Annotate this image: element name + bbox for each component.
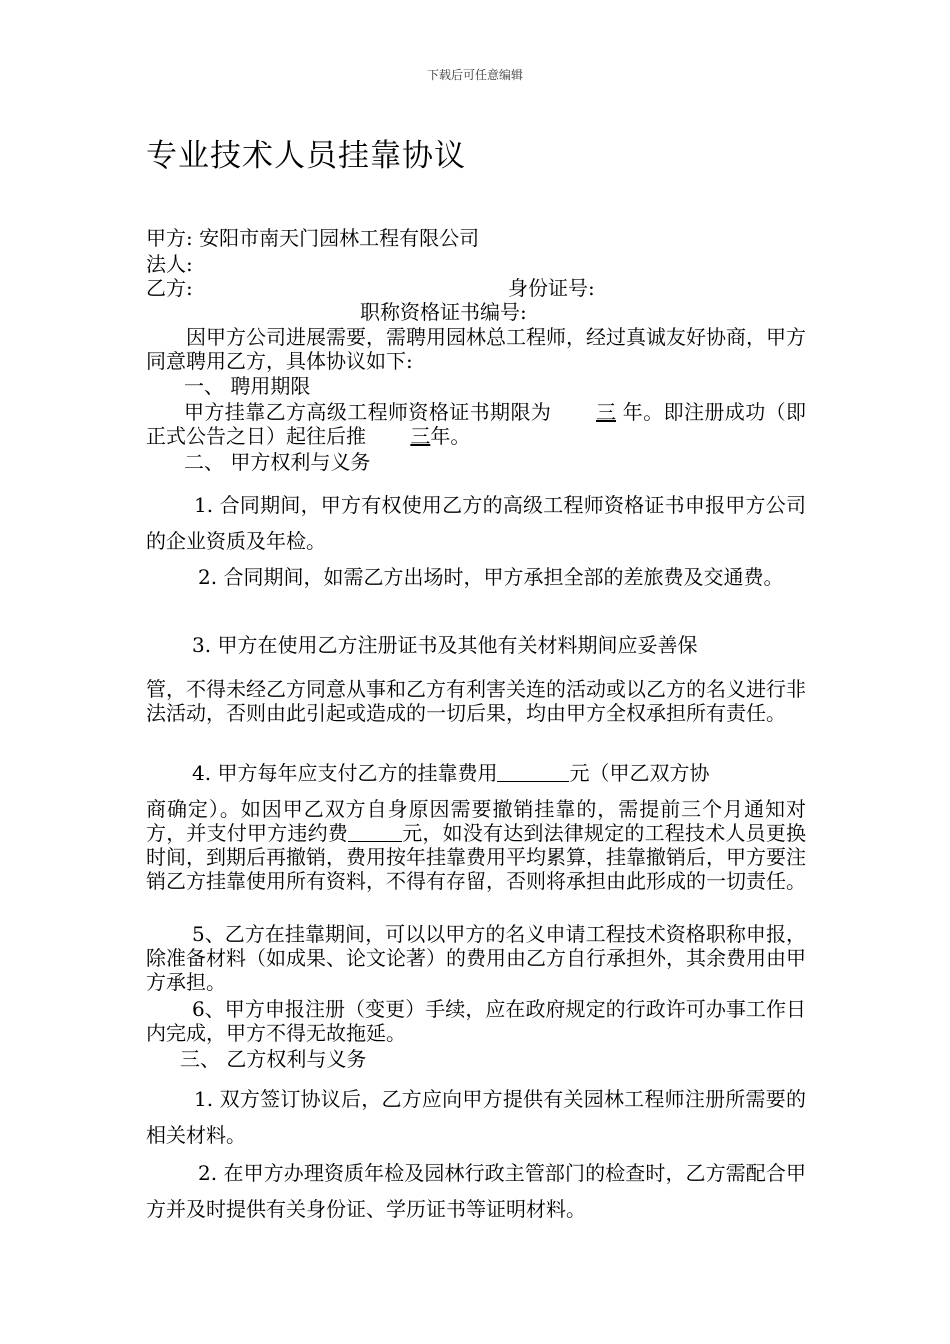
section-2-item-1: 1. 合同期间，甲方有权使用乙方的高级工程师资格证书申报甲方公司的企业资质及年检。 <box>146 493 806 553</box>
id-number-label: 身份证号: <box>508 276 595 300</box>
party-a-label: 甲方: <box>146 226 193 250</box>
section-2-heading: 二、 甲方权利与义务 <box>184 450 371 474</box>
section-3-heading: 三、 乙方权利与义务 <box>180 1047 367 1071</box>
document-title: 专业技术人员挂靠协议 <box>146 138 466 174</box>
party-a-name: 安阳市南天门园林工程有限公司 <box>199 226 480 250</box>
section-2-item-6: 6、甲方申报注册（变更）手续，应在政府规定的行政许可办事工作日内完成，甲方不得无故拖延。 <box>146 997 806 1045</box>
section-1-paragraph: 甲方挂靠乙方高级工程师资格证书期限为 三 年。即注册成功（即正式公告之日）起往后推 三年。 <box>146 400 807 448</box>
section-2-item-4-rest: 商确定）。如因甲乙双方自身原因需要撤销挂靠的，需提前三个月通知对方，并支付甲方违约费 元，如没有达到法律规定的工程技术人员更换时间，到期后再撤销，费用按年挂靠费用平均累算，挂靠撤销后，甲方要注销乙方挂靠使用所有资料，不得有存留，否则将承担由此形成的一切责任。 <box>146 797 806 893</box>
page-header-note: 下载后可任意编辑 <box>426 68 523 82</box>
legal-rep-label: 法人: <box>146 252 193 276</box>
term-years-1: 三 <box>596 400 617 424</box>
section-3-item-1: 1. 双方签订协议后，乙方应向甲方提供有关园林工程师注册所需要的相关材料。 <box>146 1087 806 1147</box>
penalty-blank <box>348 823 402 842</box>
section-2-item-4-first-line: 4. 甲方每年应支付乙方的挂靠费用 元（甲乙双方协 <box>192 761 710 785</box>
party-b-label: 乙方: <box>146 276 193 300</box>
cert-number-label: 职称资格证书编号: <box>360 300 527 324</box>
section-2-item-2: 2. 合同期间，如需乙方出场时，甲方承担全部的差旅费及交通费。 <box>198 565 784 589</box>
term-years-2: 三 <box>410 424 431 448</box>
section-2-item-3-rest: 管，不得未经乙方同意从事和乙方有利害关连的活动或以乙方的名义进行非法活动，否则由此引起或造成的一切后果，均由甲方全权承担所有责任。 <box>146 677 806 725</box>
section-2-item-3-first-line: 3. 甲方在使用乙方注册证书及其他有关材料期间应妥善保 <box>192 633 698 657</box>
section-2-item-5: 5、乙方在挂靠期间，可以以甲方的名义申请工程技术资格职称申报，除准备材料（如成果、论文论著）的费用由乙方自行承担外，其余费用由甲方承担。 <box>146 922 806 994</box>
section-1-heading: 一、 聘用期限 <box>184 374 311 398</box>
party-a-line <box>146 226 479 250</box>
fee-blank <box>497 763 569 782</box>
section-3-item-2: 2. 在甲方办理资质年检及园林行政主管部门的检查时，乙方需配合甲方并及时提供有关身份证、学历证书等证明材料。 <box>146 1161 806 1221</box>
intro-paragraph: 因甲方公司进展需要，需聘用园林总工程师，经过真诚友好协商，甲方同意聘用乙方，具体协议如下: <box>146 325 806 373</box>
